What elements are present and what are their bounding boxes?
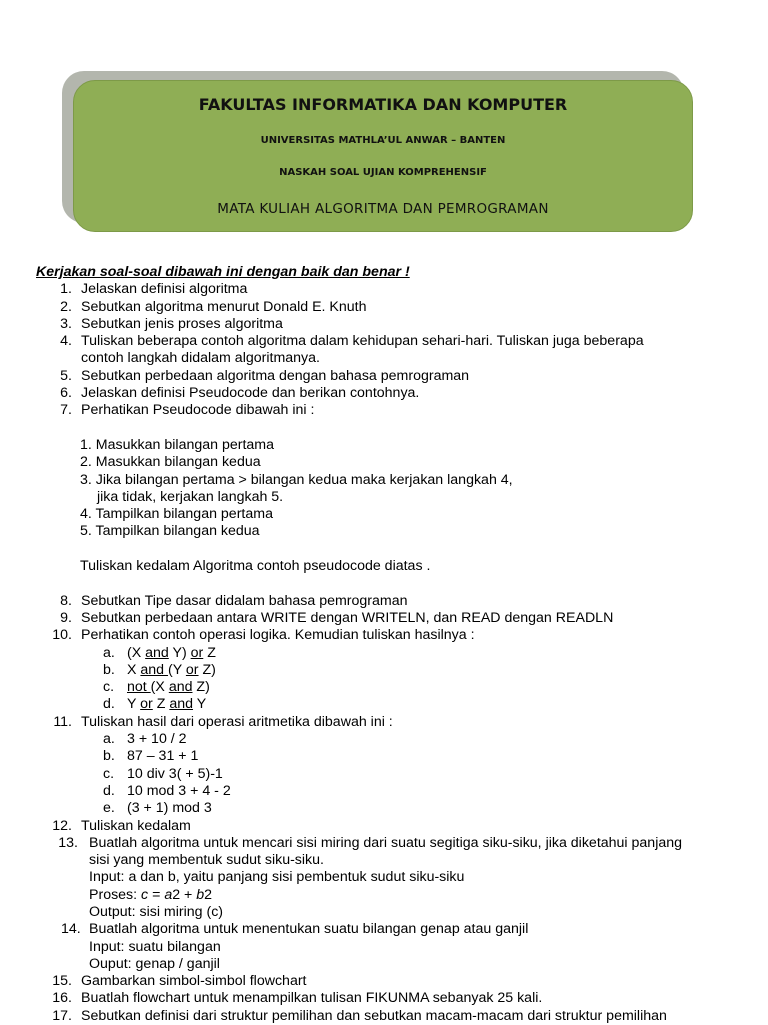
question-text: sisi yang membentuk sudut siku-siku. <box>89 852 324 869</box>
sub-item-text: 10 div 3( + 5)-1 <box>127 765 223 782</box>
sub-item-text: X and (Y or Z) <box>127 661 216 678</box>
sub-item <box>0 766 768 783</box>
question-text: Jelaskan definisi algoritma <box>81 281 248 298</box>
question-item <box>0 921 768 938</box>
question-item <box>0 385 768 402</box>
question-number: 1. <box>60 281 72 298</box>
question-input: Input: suatu bilangan <box>89 938 221 955</box>
sub-item-text: (X and Y) or Z <box>127 644 216 661</box>
question-text: Sebutkan definisi dari struktur pemilihan dan sebutkan macam-macam dari struktur pemilihan <box>81 1007 667 1024</box>
header-banner <box>73 80 693 232</box>
question-number: 14. <box>61 921 81 938</box>
question-number: 15. <box>52 973 72 990</box>
pseudocode-step: 4. Tampilkan bilangan pertama <box>80 506 273 523</box>
question-number: 4. <box>60 333 72 350</box>
question-text: Jelaskan definisi Pseudocode dan berikan contohnya. <box>81 385 420 402</box>
question-item <box>0 818 768 835</box>
sub-item <box>0 679 768 696</box>
question-number: 12. <box>52 817 72 834</box>
question-item <box>0 593 768 610</box>
sub-item-text: (3 + 1) mod 3 <box>127 800 212 817</box>
sub-item <box>0 645 768 662</box>
sub-item-label: a. <box>103 644 115 661</box>
pseudocode-step: jika tidak, kerjakan langkah 5. <box>97 488 284 505</box>
sub-item <box>0 783 768 800</box>
sub-item <box>0 800 768 817</box>
question-number: 5. <box>60 367 72 384</box>
question-item <box>0 316 768 333</box>
question-output: Ouput: genap / ganjil <box>89 955 220 972</box>
question-text: Perhatikan Pseudocode dibawah ini : <box>81 402 315 419</box>
question-item <box>0 627 768 644</box>
question-number: 7. <box>60 402 72 419</box>
sub-item-text: 10 mod 3 + 4 - 2 <box>127 782 231 799</box>
question-process: Proses: c = a2 + b2 <box>89 886 213 903</box>
faculty-title: FAKULTAS INFORMATIKA DAN KOMPUTER <box>198 95 568 114</box>
question-item <box>0 835 768 852</box>
pseudocode-step: 2. Masukkan bilangan kedua <box>80 454 261 471</box>
question-item <box>0 333 768 350</box>
question-continuation <box>0 904 768 921</box>
question-continuation <box>0 887 768 904</box>
question-item <box>0 281 768 298</box>
question-text: Tuliskan beberapa contoh algoritma dalam kehidupan sehari-hari. Tuliskan juga beberapa <box>81 333 644 350</box>
sub-item-text: 87 – 31 + 1 <box>127 748 199 765</box>
question-text: Buatlah algoritma untuk menentukan suatu bilangan genap atau ganjil <box>89 921 529 938</box>
university-name: UNIVERSITAS MATHLA’UL ANWAR – BANTEN <box>260 135 506 146</box>
pseudocode-step: 1. Masukkan bilangan pertama <box>80 436 275 453</box>
question-item <box>0 990 768 1007</box>
question-number: 3. <box>60 315 72 332</box>
question-item <box>0 973 768 990</box>
sub-item <box>0 731 768 748</box>
sub-item-text: not (X and Z) <box>127 679 210 696</box>
question-text: contoh langkah didalam algoritmanya. <box>81 350 320 367</box>
pseudocode-line <box>0 506 768 523</box>
question-item <box>0 299 768 316</box>
question-number: 9. <box>60 609 72 626</box>
pseudocode-closing <box>0 558 768 575</box>
pseudocode-step: 5. Tampilkan bilangan kedua <box>80 523 260 540</box>
pseudocode-line <box>0 489 768 506</box>
question-item <box>0 1008 768 1025</box>
question-item <box>0 402 768 419</box>
question-text: Buatlah algoritma untuk mencari sisi miring dari suatu segitiga siku-siku, jika diketahui panjang <box>89 834 683 851</box>
question-number: 2. <box>60 298 72 315</box>
pseudocode-step: 3. Jika bilangan pertama > bilangan kedua maka kerjakan langkah 4, <box>80 471 513 488</box>
question-continuation <box>0 350 768 367</box>
sub-item-label: c. <box>103 765 115 782</box>
sub-item <box>0 748 768 765</box>
question-number: 17. <box>52 1007 72 1024</box>
question-text: Sebutkan Tipe dasar didalam bahasa pemrograman <box>81 592 408 609</box>
question-list <box>0 264 768 1025</box>
question-input: Input: a dan b, yaitu panjang sisi pembentuk sudut siku-siku <box>89 869 465 886</box>
question-text: Sebutkan jenis proses algoritma <box>81 315 283 332</box>
question-text: Perhatikan contoh operasi logika. Kemudian tuliskan hasilnya : <box>81 627 475 644</box>
question-number: 16. <box>52 990 72 1007</box>
question-text: Tuliskan hasil dari operasi aritmetika dibawah ini : <box>81 713 393 730</box>
instruction-row <box>0 264 768 281</box>
sub-item-label: d. <box>103 696 115 713</box>
question-item <box>0 714 768 731</box>
pseudocode-line <box>0 523 768 540</box>
sub-item-label: b. <box>103 661 115 678</box>
question-text: Tuliskan kedalam Algoritma contoh pseudocode diatas . <box>80 558 431 575</box>
sub-item-label: c. <box>103 679 115 696</box>
question-output: Output: sisi miring (c) <box>89 903 224 920</box>
question-continuation <box>0 939 768 956</box>
course-title: MATA KULIAH ALGORITMA DAN PEMROGRAMAN <box>217 201 549 217</box>
question-number: 10. <box>52 627 72 644</box>
question-number: 8. <box>60 592 72 609</box>
question-continuation <box>0 956 768 973</box>
question-continuation <box>0 869 768 886</box>
question-text: Sebutkan perbedaan algoritma dengan bahasa pemrograman <box>81 367 470 384</box>
instruction: Kerjakan soal-soal dibawah ini dengan baik dan benar ! <box>36 264 410 280</box>
question-text: Buatlah flowchart untuk menampilkan tulisan FIKUNMA sebanyak 25 kali. <box>81 990 543 1007</box>
pseudocode-line <box>0 472 768 489</box>
pseudocode-line <box>0 454 768 471</box>
sub-item-label: b. <box>103 748 115 765</box>
sub-item-text: 3 + 10 / 2 <box>127 731 187 748</box>
question-number: 6. <box>60 385 72 402</box>
question-item <box>0 610 768 627</box>
question-continuation <box>0 852 768 869</box>
exam-title: NASKAH SOAL UJIAN KOMPREHENSIF <box>279 167 487 178</box>
pseudocode-line <box>0 437 768 454</box>
sub-item <box>0 696 768 713</box>
question-text: Sebutkan perbedaan antara WRITE dengan WRITELN, dan READ dengan READLN <box>81 609 614 626</box>
sub-item-label: e. <box>103 800 115 817</box>
sub-item-label: a. <box>103 731 115 748</box>
question-text: Sebutkan algoritma menurut Donald E. Knuth <box>81 298 367 315</box>
question-item <box>0 368 768 385</box>
question-number: 11. <box>53 713 72 730</box>
sub-item-label: d. <box>103 782 115 799</box>
question-text: Gambarkan simbol-simbol flowchart <box>81 973 307 990</box>
question-text: Tuliskan kedalam <box>81 817 191 834</box>
sub-item <box>0 662 768 679</box>
sub-item-text: Y or Z and Y <box>127 696 207 713</box>
question-number: 13. <box>58 834 78 851</box>
